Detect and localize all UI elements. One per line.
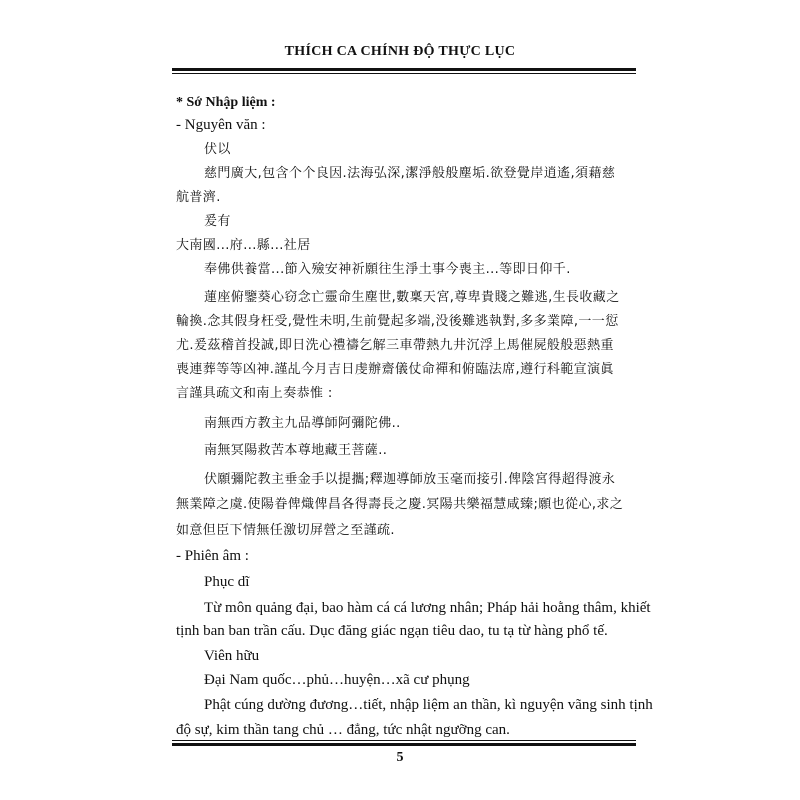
cjk-line: 慈門廣大,包含个个良因.法海弘深,潔淨般般塵垢.欲登覺岸逍遙,須藉慈 [204, 166, 616, 181]
cjk-line: 無業障之虞.使陽眷俾熾俾昌各得壽長之慶.冥陽共樂福慧咸臻;願也從心,求之 [176, 497, 624, 512]
header-rule-thin [172, 73, 636, 74]
viet-line: Phật cúng dường đương…tiết, nhập liệm an thần, kì nguyện vãng sinh tịnh [204, 697, 653, 713]
footer-rule-thick [172, 743, 636, 746]
phien-am-label: - Phiên âm : [176, 548, 249, 564]
cjk-line: 伏以 [204, 142, 231, 157]
nguyen-van-label: - Nguyên văn : [176, 117, 266, 133]
cjk-line: 奉佛供養當...節入殮安神祈願往生淨土事今喪主...等即日仰千. [204, 262, 571, 277]
viet-line: tịnh ban ban trần cấu. Dục đăng giác ngạn tiêu dao, tu tạ từ hàng phổ tế. [176, 623, 608, 639]
cjk-line: 尤.爰茲稽首投誠,即日洗心禮禱乞解三車帶熱九井沉浮上馬催屍般般惡熱重 [176, 338, 614, 353]
cjk-line: 伏願彌陀教主垂金手以提攜;釋迦導師放玉毫而接引.俾陰宮得超得渡永 [204, 472, 616, 487]
cjk-line: 南無冥陽救苦本尊地藏王菩薩.. [204, 443, 388, 458]
cjk-line: 航普濟. [176, 190, 221, 205]
header-rule-thick [172, 68, 636, 71]
viet-line: Viên hữu [204, 648, 260, 664]
viet-line: Từ môn quảng đại, bao hàm cá cá lương nhân; Pháp hải hoằng thâm, khiết [204, 600, 651, 616]
cjk-line: 輪換.念其假身枉受,覺性未明,生前覺起多端,没後難逃執對,多多業障,一一愆 [176, 314, 619, 329]
viet-line: Phục dĩ [204, 574, 250, 590]
cjk-line: 南無西方教主九品導師阿彌陀佛.. [204, 416, 401, 431]
viet-line: độ sự, kim thần tang chủ … đẳng, tức nhật ngưỡng can. [176, 722, 510, 738]
running-header: THÍCH CA CHÍNH ĐỘ THỰC LỤC [284, 44, 516, 59]
cjk-line: 大南國...府...縣...社居 [176, 238, 311, 253]
section-heading: * Sớ Nhập liệm : [176, 95, 276, 110]
page-number: 5 [396, 750, 404, 765]
viet-line: Đại Nam quốc…phủ…huyện…xã cư phụng [204, 672, 470, 688]
cjk-line: 蓮座俯鑒葵心窃念亡靈命生塵世,數稟天宮,尊卑貴賤之難逃,生長收藏之 [204, 290, 620, 305]
cjk-line: 爰有 [204, 214, 231, 229]
cjk-line: 喪連葬等等凶神.謹乩今月吉日虔辦齋儀仗命禪和俯臨法席,遵行科範宣演眞 [176, 362, 614, 377]
footer-rule-thin [172, 740, 636, 741]
cjk-line: 如意但臣下情無任激切屏營之至謹疏. [176, 523, 395, 538]
cjk-line: 言謹具疏文和南上奏恭惟 : [176, 386, 333, 401]
